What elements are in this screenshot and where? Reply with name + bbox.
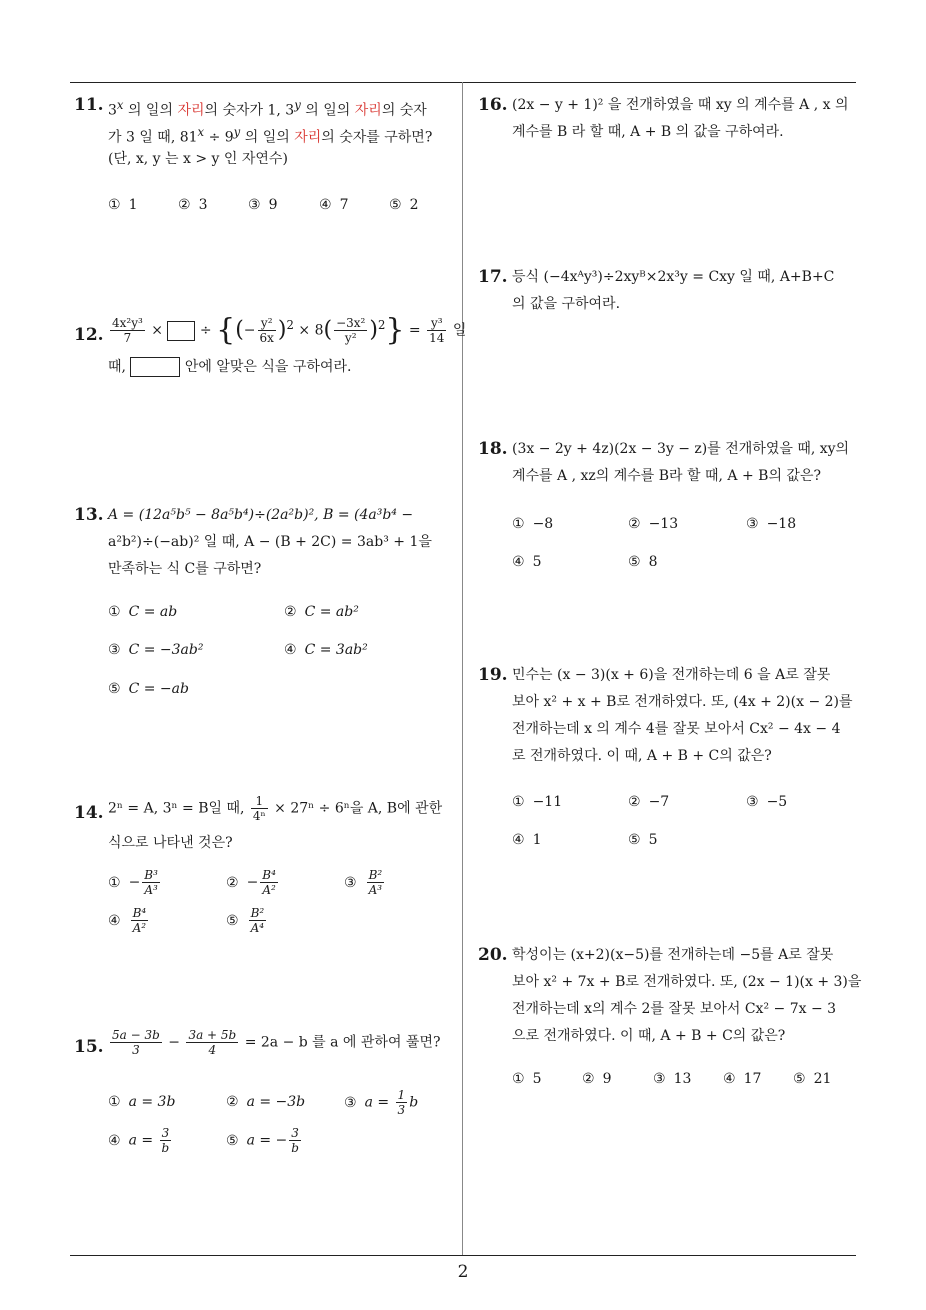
question-text: 전개하는데 x 의 계수 4를 잘못 보아서 Cx² − 4x − 4 bbox=[512, 721, 841, 737]
choice-2[interactable]: ② a = −3b bbox=[226, 1094, 306, 1110]
choice-1[interactable]: ① a = 3b bbox=[108, 1094, 176, 1110]
choice-5[interactable]: ⑤ $\frac{\text{B²}}{\text{A⁴}}$ bbox=[226, 906, 265, 935]
question-text: 2ⁿ = A, 3ⁿ = B일 때, $\frac{1}{\text{4ⁿ}}$ × 27ⁿ ÷ 6ⁿ을 A, B에 관한 bbox=[108, 794, 443, 823]
choice-2[interactable]: ② 3 bbox=[178, 197, 208, 213]
question-text: (3x − 2y + 4z)(2x − 3y − z)를 전개하였을 때, xy의 bbox=[512, 441, 850, 457]
choice-4[interactable]: ④ 7 bbox=[319, 197, 349, 213]
question-text: 계수를 A , xz의 계수를 B라 할 때, A + B의 값은? bbox=[512, 468, 821, 484]
question-text: 계수를 B 라 할 때, A + B 의 값을 구하여라. bbox=[512, 124, 784, 140]
question-text: 로 전개하였다. 이 때, A + B + C의 값은? bbox=[512, 748, 772, 764]
question-text: 의 값을 구하여라. bbox=[512, 296, 621, 312]
answer-box bbox=[130, 357, 180, 377]
question-text: 전개하는데 x의 계수 2를 잘못 보아서 Cx² − 7x − 3 bbox=[512, 1001, 837, 1017]
question-text: 보아 x² + 7x + B로 전개하였다. 또, (2x − 1)(x + 3)을 bbox=[512, 974, 862, 990]
choice-4[interactable]: ④ $\frac{\text{B⁴}}{\text{A²}}$ bbox=[108, 906, 147, 935]
choice-2[interactable]: ② −13 bbox=[628, 516, 679, 532]
question-text: 만족하는 식 C를 구하면? bbox=[108, 561, 262, 577]
question-text: 민수는 (x − 3)(x + 6)을 전개하는데 6 을 A로 잘못 bbox=[512, 667, 831, 683]
choice-5[interactable]: ⑤ 8 bbox=[628, 554, 658, 570]
choice-1[interactable]: ① −8 bbox=[512, 516, 554, 532]
question-number: 19. bbox=[478, 665, 508, 685]
choice-3[interactable]: ③ −18 bbox=[746, 516, 797, 532]
choice-3[interactable]: ③ 13 bbox=[653, 1071, 692, 1087]
question-equation: $\frac{\text{4x²y³}}{7}$ × ÷ {(− $\frac{\text{y²}}{6x}$ )$^2$ × 8( $\frac{\text{−3x²}}{\text{y²}}$ )$^2$} = $\frac{\text{y³}}{14}$ 일 bbox=[112, 312, 467, 348]
question-text: 식으로 나타낸 것은? bbox=[108, 835, 233, 851]
question-text: 3$^x$ 의 일의 자리의 숫자가 1, 3$^y$ 의 일의 자리의 숫자 bbox=[108, 98, 427, 119]
question-text: A = (12a⁵b⁵ − 8a⁵b⁴)÷(2a²b)², B = (4a³b⁴ − bbox=[108, 507, 414, 523]
question-number: 13. bbox=[74, 505, 104, 525]
question-number: 16. bbox=[478, 95, 508, 115]
choice-3[interactable]: ③ C = −3ab² bbox=[108, 642, 204, 658]
choice-1[interactable]: ① − $\frac{\text{B³}}{\text{A³}}$ bbox=[108, 868, 158, 897]
top-rule bbox=[70, 82, 856, 83]
question-text: a²b²)÷(−ab)² 일 때, A − (B + 2C) = 3ab³ + 1을 bbox=[108, 534, 432, 550]
choice-3[interactable]: ③ a = $\frac{1}{3}$ b bbox=[344, 1088, 419, 1117]
choice-2[interactable]: ② C = ab² bbox=[284, 604, 359, 620]
question-text: 학성이는 (x+2)(x−5)를 전개하는데 −5를 A로 잘못 bbox=[512, 947, 834, 963]
choice-1[interactable]: ① C = ab bbox=[108, 604, 178, 620]
highlight-word: 자리 bbox=[294, 129, 322, 146]
highlight-word: 자리 bbox=[177, 102, 205, 119]
choice-1[interactable]: ① −11 bbox=[512, 794, 563, 810]
choice-3[interactable]: ③ 9 bbox=[248, 197, 278, 213]
choice-4[interactable]: ④ 5 bbox=[512, 554, 542, 570]
question-number: 20. bbox=[478, 945, 508, 965]
answer-box bbox=[167, 321, 195, 341]
question-number: 18. bbox=[478, 439, 508, 459]
choice-5[interactable]: ⑤ C = −ab bbox=[108, 681, 189, 697]
question-text: 으로 전개하였다. 이 때, A + B + C의 값은? bbox=[512, 1028, 786, 1044]
choice-2[interactable]: ② 9 bbox=[582, 1071, 612, 1087]
question-number: 14. bbox=[74, 803, 104, 823]
choice-5[interactable]: ⑤ a = − $\frac{3}{b}$ bbox=[226, 1126, 299, 1155]
choice-4[interactable]: ④ a = $\frac{3}{b}$ bbox=[108, 1126, 170, 1155]
question-text: 보아 x² + x + B로 전개하였다. 또, (4x + 2)(x − 2)를 bbox=[512, 694, 853, 710]
choice-5[interactable]: ⑤ 2 bbox=[389, 197, 419, 213]
choice-2[interactable]: ② −7 bbox=[628, 794, 670, 810]
choice-1[interactable]: ① 5 bbox=[512, 1071, 542, 1087]
question-text: 가 3 일 때, $81^x \div 9^y$ 의 일의 자리의 숫자를 구하면? bbox=[108, 125, 433, 146]
question-number: 12. bbox=[74, 325, 104, 345]
question-text: 때, 안에 알맞은 식을 구하여라. bbox=[108, 359, 352, 375]
bottom-rule bbox=[70, 1255, 856, 1256]
choice-4[interactable]: ④ 1 bbox=[512, 832, 542, 848]
page-number: 2 bbox=[457, 1262, 469, 1282]
choice-3[interactable]: ③ $\frac{\text{B²}}{\text{A³}}$ bbox=[344, 868, 383, 897]
question-number: 11. bbox=[74, 95, 104, 115]
question-text: (2x − y + 1)² 을 전개하였을 때 xy 의 계수를 A , x 의 bbox=[512, 97, 849, 113]
choice-5[interactable]: ⑤ 5 bbox=[628, 832, 658, 848]
question-text: 등식 (−4xᴬy³)÷2xyᴮ×2x³y = Cxy 일 때, A+B+C bbox=[512, 269, 835, 285]
highlight-word: 자리 bbox=[354, 102, 382, 119]
question-equation: $\frac{5a - 3b}{3}$ − $\frac{3a + 5b}{4}$ = 2a − b 를 a 에 관하여 풀면? bbox=[112, 1028, 441, 1057]
choice-2[interactable]: ② − $\frac{\text{B⁴}}{\text{A²}}$ bbox=[226, 868, 276, 897]
question-number: 15. bbox=[74, 1037, 104, 1057]
choice-4[interactable]: ④ 17 bbox=[723, 1071, 762, 1087]
column-divider bbox=[462, 82, 463, 1255]
question-number: 17. bbox=[478, 267, 508, 287]
question-text: (단, x, y 는 x > y 인 자연수) bbox=[108, 151, 288, 167]
choice-5[interactable]: ⑤ 21 bbox=[793, 1071, 832, 1087]
choice-3[interactable]: ③ −5 bbox=[746, 794, 788, 810]
choice-1[interactable]: ① 1 bbox=[108, 197, 138, 213]
choice-4[interactable]: ④ C = 3ab² bbox=[284, 642, 368, 658]
